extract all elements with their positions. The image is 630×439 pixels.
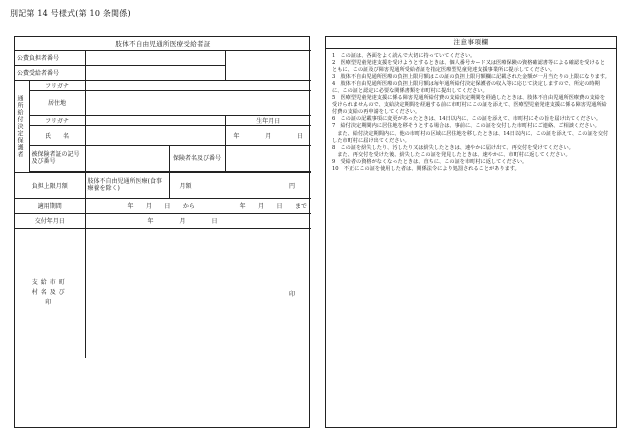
payer-number-label: 公費負担者番号 (15, 50, 85, 65)
certificate-panel (14, 36, 310, 428)
recipient-number-boxes[interactable] (85, 65, 225, 80)
limit-desc: 肢体不自由児通所医療(食事療養を除く) (85, 172, 169, 198)
period-label: 適用期間 (15, 198, 85, 213)
issue-date-label: 交付年月日 (15, 213, 85, 228)
insurer-field[interactable] (225, 145, 311, 171)
issuer-label: 支給市町村名及び印 (15, 228, 85, 358)
note-item: 1 この証は、各面をよく読んで大切に持っていてください。 (332, 53, 476, 59)
note-item: また、給付決定期間内に、他の市町村の区域に居住地を移したときは、14日以内に、この証を添えて、この証を交付した市町村に届け出てください。 (332, 130, 609, 144)
seal-mark: 印 (289, 290, 296, 298)
furigana2-field[interactable] (85, 115, 225, 125)
furigana-label: フリガナ (29, 80, 85, 90)
note-item: 10 不正にこの証を使用した者は、関係法令により処罰されることがあります。 (332, 165, 520, 172)
notes-list (326, 49, 616, 173)
limit-label: 負担上限月額 (15, 172, 85, 198)
guardian-section-label: 通所給付決定保護者 (16, 94, 23, 158)
furigana2-label: フリガナ (29, 115, 85, 125)
furigana-field[interactable] (85, 80, 311, 90)
note-item: また、再交付を受けた後、紛失したこの証を発見したときは、速やかに、市町村に返してください。 (332, 151, 571, 158)
period-field[interactable]: 年 月 日 から 年 月 日 まで (85, 198, 311, 213)
name-field[interactable] (85, 125, 225, 145)
certificate-title: 肢体不自由児通所医療受給者証 (15, 37, 311, 50)
birth-date-label: 生年月日 (225, 115, 311, 125)
insurer-label: 保険者名及び番号 (169, 145, 225, 171)
issue-date-field[interactable]: 年 月 日 (85, 213, 311, 228)
guardian-section (15, 80, 29, 172)
note-item: 6 この証の記載事項に変更があったときは、14日以内に、この証を添えて、市町村にその旨を届け出てください。 (332, 116, 602, 123)
note-item: 8 この証を紛失したり、汚したり又は紛失したときは、速やかに届け出て、再交付を受けてください。 (332, 144, 574, 151)
address-label: 居住地 (29, 90, 85, 115)
address-field[interactable] (85, 90, 311, 115)
note-item: 5 医療型児童発達支援に係る障害児通所給付費の支給決定期間を経過したときは、肢体不自由児通所医療費の支給を受けられませんので、支給決定期間を経過する前に市町村にこの証を添えて、医療型児童発達支援に係る障害児通所給付費の支給の再申請をしてください。 (332, 95, 607, 116)
child-field[interactable] (85, 145, 169, 171)
note-item: 3 肢体不自由児通所医療の負担上限月額はこの証の負担上限月額欄に記載された金額が一月当たりの上限になります。 (332, 74, 610, 81)
certificate-table (15, 37, 311, 358)
note-item: 7 給付決定期間内に居住地を移そうとする場合は、事前に、この証を交付した市町村にご連絡、ご相談ください。 (332, 123, 600, 130)
limit-amount-field[interactable]: 月額 円 (169, 172, 311, 198)
payer-number-boxes[interactable] (85, 50, 225, 65)
form-caption: 別記第 14 号様式(第 10 条関係) (10, 9, 131, 18)
birth-date-field[interactable]: 年 月 日 (225, 125, 311, 145)
issuer-field[interactable] (85, 228, 311, 358)
note-item: 2 医療型児童発達支援を受けようとするときは、個人番号カード又は医療保険の資格確認書等による確認を受けるとともに、この証及び障害児通所受給者証を指定医療型児童発達支援事業所に提示してください。 (332, 60, 606, 74)
child-label: 被保険者証の記号及び番号 (29, 145, 85, 171)
name-label: 氏 名 (29, 125, 85, 145)
notes-panel (325, 36, 617, 428)
note-item: 4 肢体不自由児通所医療の負担上限月額は毎年通所給付決定保護者の収入等に応じて決定しますので、所定の時期に、この証と認定に必要な関係書類を市町村に提出してください。 (332, 81, 600, 95)
notes-heading: 注意事項欄 (326, 37, 616, 49)
recipient-number-label: 公費受給者番号 (15, 65, 85, 80)
note-item: 9 受給者の資格がなくなったときは、直ちに、この証を市町村に返してください。 (332, 158, 528, 165)
